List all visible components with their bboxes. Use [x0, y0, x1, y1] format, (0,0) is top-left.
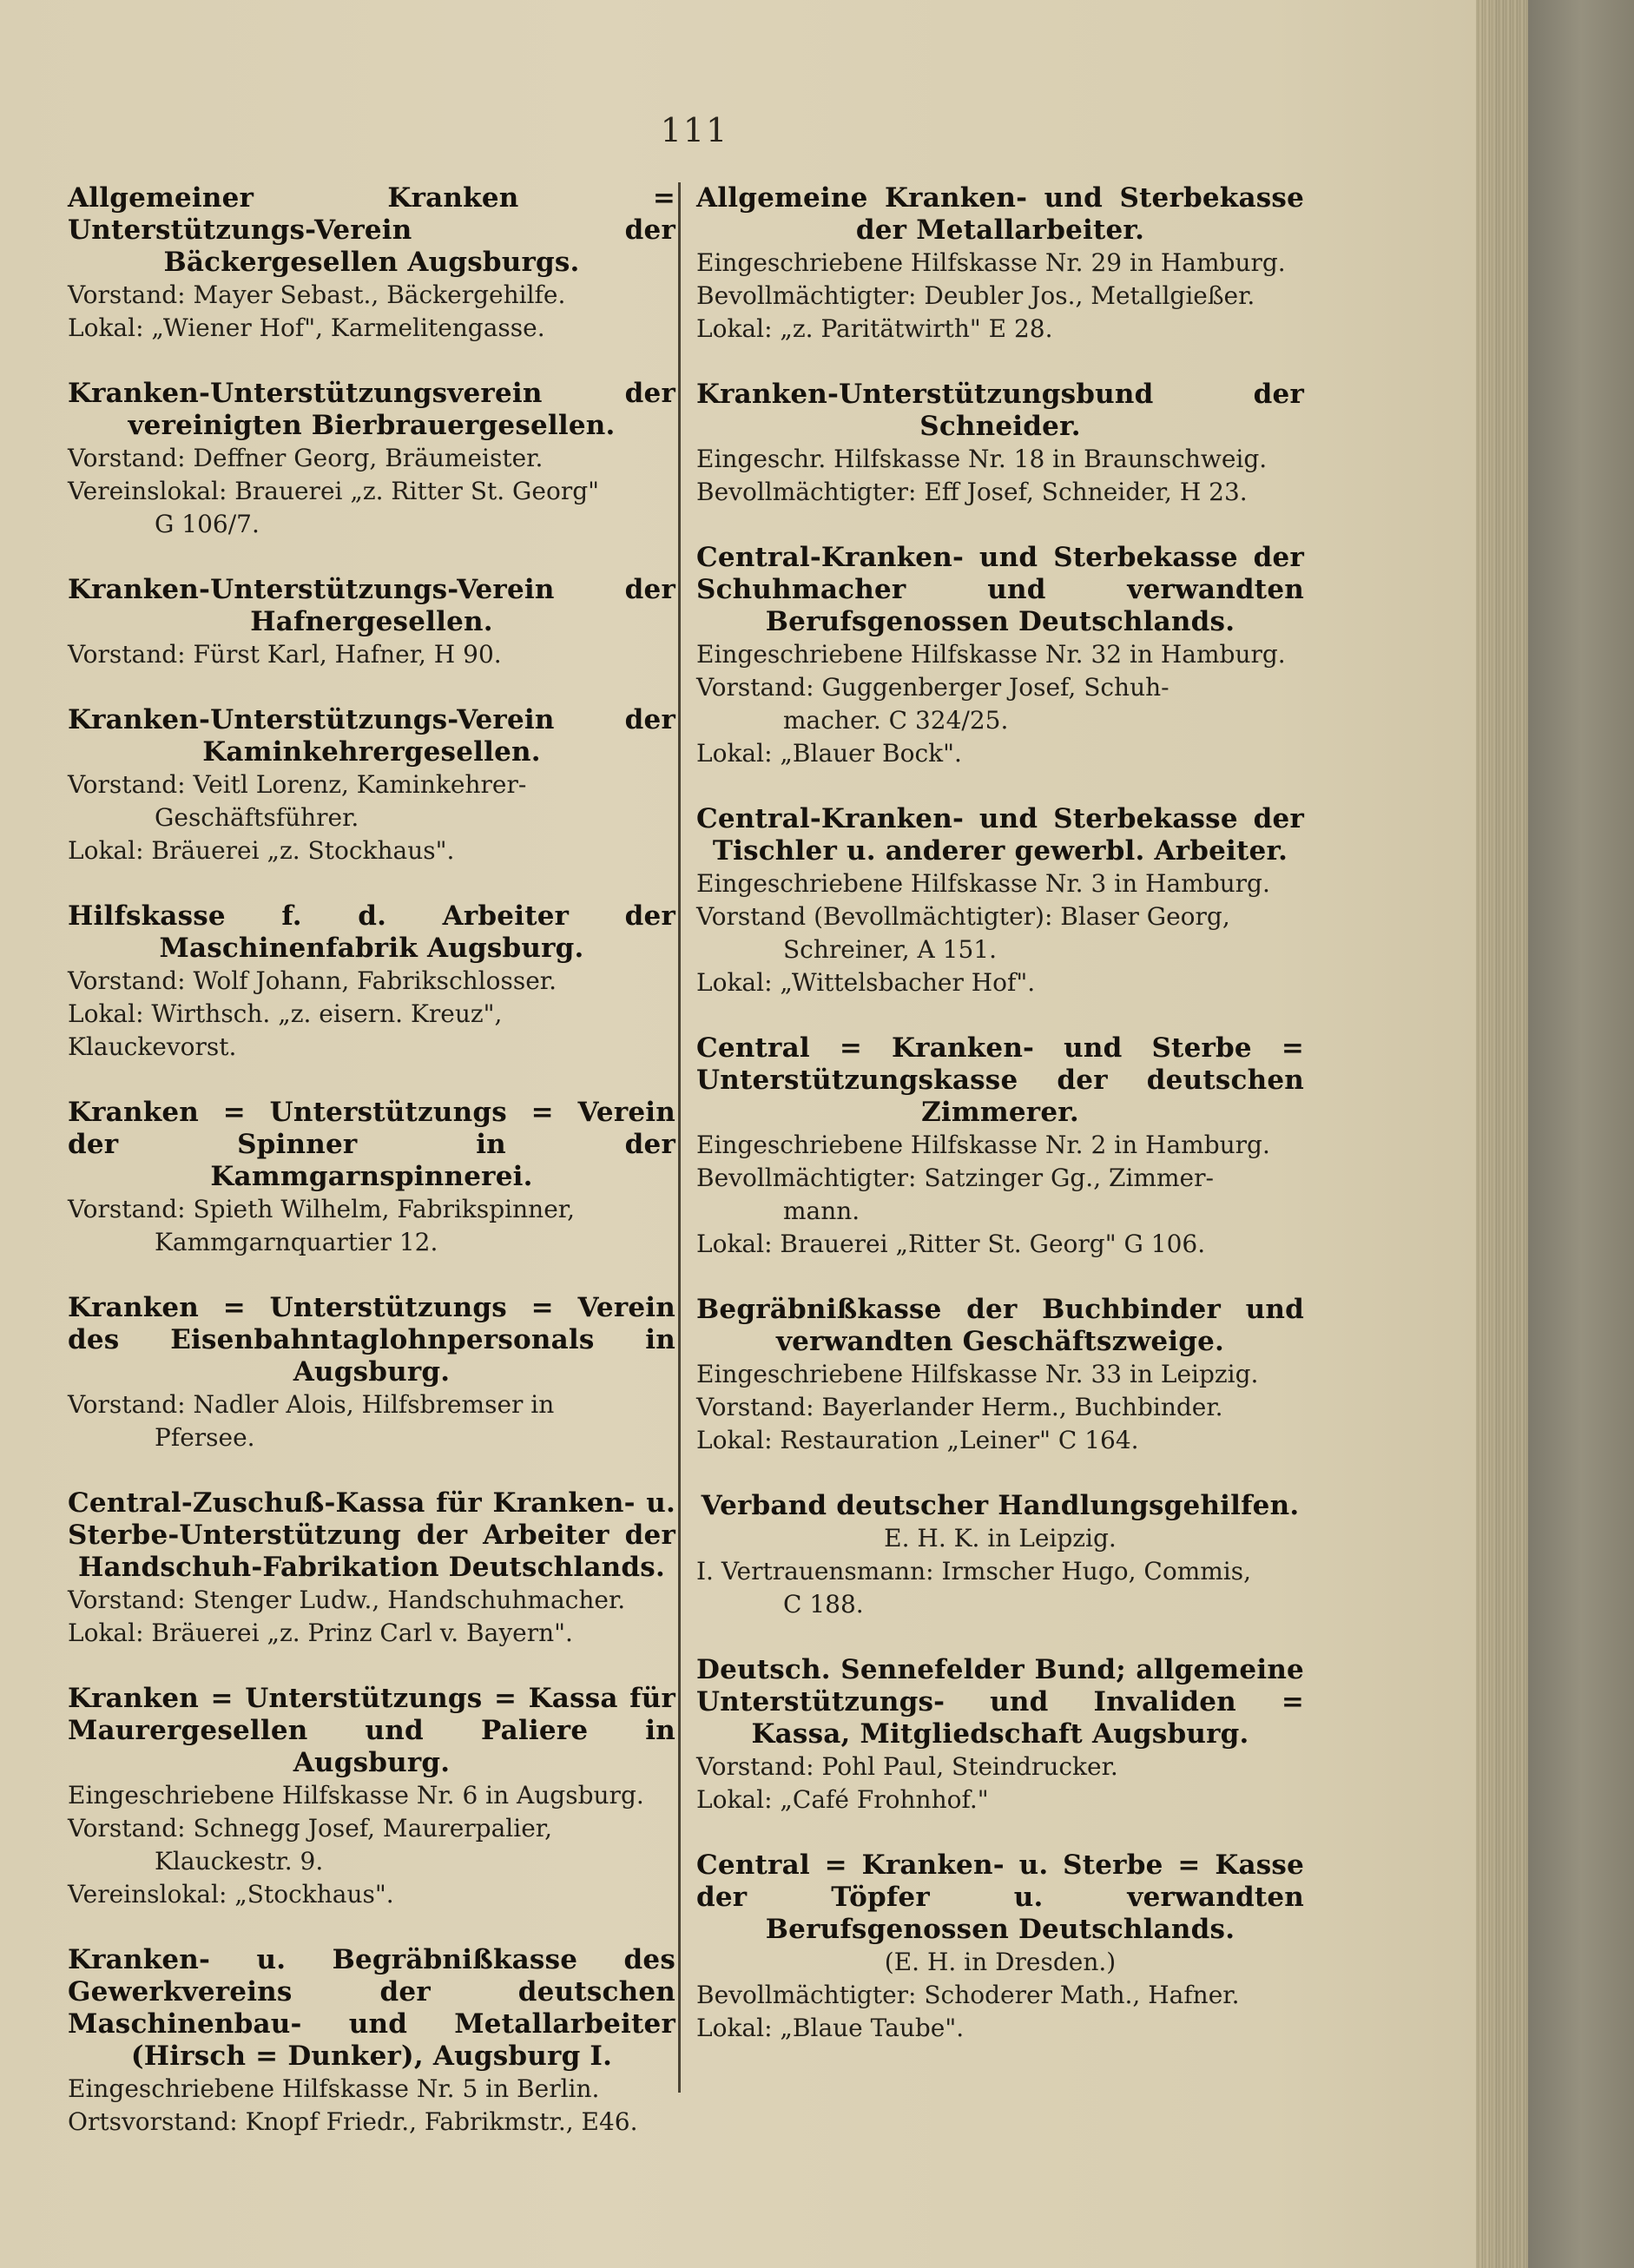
directory-entry [696, 1490, 1304, 1621]
entry-title: Kranken- u. Begräbnißkasse des Gewerkvereins der deutschen Maschinenbau- und Metallarbeiter (Hirsch = Dunker), Augsburg I. [68, 1944, 675, 2072]
entry-detail-line: Vorstand: Veitl Lorenz, Kaminkehrer- [68, 770, 527, 799]
entry-detail-line: I. Vertrauensmann: Irmscher Hugo, Commis, [696, 1557, 1252, 1586]
directory-entry [696, 1849, 1304, 2045]
left-column [68, 182, 675, 2172]
entry-detail-line: Lokal: Bräuerei „z. Stockhaus". [68, 836, 455, 865]
directory-entry [696, 1032, 1304, 1261]
entry-detail-line: Eingeschriebene Hilfskasse Nr. 6 in Augsburg. [68, 1781, 644, 1810]
directory-entry [696, 542, 1304, 770]
directory-entry [68, 1487, 675, 1650]
entry-title: Kranken = Unterstützungs = Verein der Spinner in der Kammgarnspinnerei. [68, 1097, 675, 1192]
directory-entry [68, 1292, 675, 1454]
entry-detail-line: Vorstand: Pohl Paul, Steindrucker. [696, 1752, 1118, 1781]
entry-detail-line: Schreiner, A 151. [783, 935, 997, 964]
entry-detail-line: Lokal: Brauerei „Ritter St. Georg" G 106. [696, 1230, 1206, 1258]
entry-title: Verband deutscher Handlungsgehilfen. [701, 1490, 1300, 1521]
entry-detail-line: Vorstand (Bevollmächtigter): Blaser Georg, [696, 902, 1230, 931]
entry-title: Begräbnißkasse der Buchbinder und verwandten Geschäftszweige. [696, 1294, 1304, 1357]
entry-detail-line: Vorstand: Nadler Alois, Hilfsbremser in [68, 1390, 555, 1419]
entry-detail-line: E. H. K. in Leipzig. [884, 1524, 1117, 1553]
entry-detail-line: Eingeschriebene Hilfskasse Nr. 2 in Hamburg. [696, 1131, 1270, 1159]
directory-entry [68, 704, 675, 867]
directory-entry [68, 574, 675, 671]
entry-detail-line: Eingeschr. Hilfskasse Nr. 18 in Braunschweig. [696, 445, 1268, 473]
entry-detail-line: Vorstand: Spieth Wilhelm, Fabrikspinner, [68, 1195, 575, 1223]
entry-title: Kranken-Unterstützungsbund der Schneider. [696, 379, 1304, 442]
entry-title: Allgemeine Kranken- und Sterbekasse der Metallarbeiter. [696, 182, 1304, 246]
entry-detail-line: G 106/7. [155, 510, 260, 538]
entry-title: Kranken-Unterstützungsverein der vereinigten Bierbrauergesellen. [68, 378, 675, 441]
entry-detail-line: Lokal: „Blaue Taube". [696, 2014, 965, 2042]
entry-detail-line: Eingeschriebene Hilfskasse Nr. 29 in Hamburg. [696, 248, 1286, 277]
directory-entry [696, 379, 1304, 509]
entry-detail-line: Vorstand: Schnegg Josef, Maurerpalier, [68, 1814, 552, 1843]
entry-title: Central = Kranken- und Sterbe = Unterstützungskasse der deutschen Zimmerer. [696, 1032, 1304, 1128]
directory-entry [696, 1654, 1304, 1816]
entry-detail-line: Bevollmächtigter: Eff Josef, Schneider, H 23. [696, 478, 1248, 506]
entry-title: Central = Kranken- u. Sterbe = Kasse der Töpfer u. verwandten Berufsgenossen Deutschlands. [696, 1849, 1304, 1945]
entry-detail-line: Bevollmächtigter: Deubler Jos., Metallgießer. [696, 281, 1255, 310]
entry-detail-line: Ortsvorstand: Knopf Friedr., Fabrikmstr., E46. [68, 2107, 638, 2136]
entry-detail-line: macher. C 324/25. [783, 706, 1009, 735]
entry-detail-line: (E. H. in Dresden.) [884, 1948, 1117, 1976]
entry-detail-line: Vorstand: Bayerlander Herm., Buchbinder. [696, 1393, 1223, 1421]
entry-detail-line: Klauckestr. 9. [155, 1847, 324, 1876]
entry-detail-line: Lokal: Wirthsch. „z. eisern. Kreuz", Klauckevorst. [68, 999, 511, 1061]
directory-entry [696, 1294, 1304, 1457]
entry-detail-line: Lokal: „Wiener Hof", Karmelitengasse. [68, 313, 545, 342]
entry-title: Kranken-Unterstützungs-Verein der Hafnergesellen. [68, 574, 675, 637]
entry-detail-line: Lokal: „Wittelsbacher Hof". [696, 968, 1036, 997]
entry-detail-line: Eingeschriebene Hilfskasse Nr. 3 in Hamburg. [696, 869, 1270, 898]
directory-entry [68, 1944, 675, 2139]
directory-entry [68, 182, 675, 345]
entry-detail-line: Vereinslokal: „Stockhaus". [68, 1880, 394, 1909]
entry-detail-line: Lokal: „z. Paritätwirth" E 28. [696, 314, 1053, 343]
right-column [696, 182, 1304, 2078]
entry-detail-line: Vorstand: Deffner Georg, Bräumeister. [68, 444, 544, 472]
entry-detail-line: Pfersee. [155, 1423, 255, 1452]
column-divider [678, 182, 681, 2093]
entry-detail-line: Lokal: Restauration „Leiner" C 164. [696, 1426, 1139, 1454]
entry-detail-line: C 188. [783, 1590, 864, 1619]
entry-detail-line: Vorstand: Guggenberger Josef, Schuh- [696, 673, 1169, 702]
entry-detail-line: Vorstand: Mayer Sebast., Bäckergehilfe. [68, 280, 566, 309]
entry-detail-line: Eingeschriebene Hilfskasse Nr. 5 in Berlin. [68, 2074, 600, 2103]
entry-detail-line: Lokal: „Café Frohnhof." [696, 1785, 989, 1814]
entry-detail-line: Vorstand: Stenger Ludw., Handschuhmacher. [68, 1586, 626, 1614]
entry-title: Central-Kranken- und Sterbekasse der Tischler u. anderer gewerbl. Arbeiter. [696, 803, 1304, 867]
directory-entry [68, 378, 675, 541]
entry-title: Kranken = Unterstützungs = Kassa für Maurergesellen und Paliere in Augsburg. [68, 1683, 675, 1778]
entry-detail-line: Bevollmächtigter: Schoderer Math., Hafner. [696, 1981, 1240, 2009]
entry-title: Allgemeiner Kranken = Unterstützungs-Verein der Bäckergesellen Augsburgs. [68, 182, 675, 278]
entry-detail-line: Vereinslokal: Brauerei „z. Ritter St. Georg" [68, 477, 600, 505]
page-number: 111 [660, 111, 729, 149]
entry-detail-line: Lokal: Bräuerei „z. Prinz Carl v. Bayern". [68, 1619, 573, 1647]
entry-detail-line: Geschäftsführer. [155, 803, 359, 832]
book-cover-edge [1528, 0, 1634, 2268]
entry-detail-line: Eingeschriebene Hilfskasse Nr. 33 in Leipzig. [696, 1360, 1259, 1388]
directory-entry [696, 803, 1304, 999]
directory-entry [68, 1683, 675, 1911]
entry-detail-line: Eingeschriebene Hilfskasse Nr. 32 in Hamburg. [696, 640, 1286, 669]
entry-title: Central-Kranken- und Sterbekasse der Schuhmacher und verwandten Berufsgenossen Deutschlands. [696, 542, 1304, 637]
entry-detail-line: Bevollmächtigter: Satzinger Gg., Zimmer- [696, 1164, 1214, 1192]
directory-entry [68, 900, 675, 1064]
entry-title: Deutsch. Sennefelder Bund; allgemeine Unterstützungs- und Invaliden = Kassa, Mitgliedschaft Augsburg. [696, 1654, 1304, 1750]
entry-title: Central-Zuschuß-Kassa für Kranken- u. Sterbe-Unterstützung der Arbeiter der Handschuh-Fabrikation Deutschlands. [68, 1487, 675, 1583]
entry-title: Kranken-Unterstützungs-Verein der Kaminkehrergesellen. [68, 704, 675, 768]
entry-title: Kranken = Unterstützungs = Verein des Eisenbahntaglohnpersonals in Augsburg. [68, 1292, 675, 1388]
entry-detail-line: Lokal: „Blauer Bock". [696, 739, 962, 768]
directory-entry [696, 182, 1304, 346]
entry-detail-line: Vorstand: Wolf Johann, Fabrikschlosser. [68, 966, 557, 995]
entry-title: Hilfskasse f. d. Arbeiter der Maschinenfabrik Augsburg. [68, 900, 675, 964]
entry-detail-line: Vorstand: Fürst Karl, Hafner, H 90. [68, 640, 502, 669]
entry-detail-line: mann. [783, 1197, 860, 1225]
entry-detail-line: Kammgarnquartier 12. [155, 1228, 438, 1256]
directory-entry [68, 1097, 675, 1259]
